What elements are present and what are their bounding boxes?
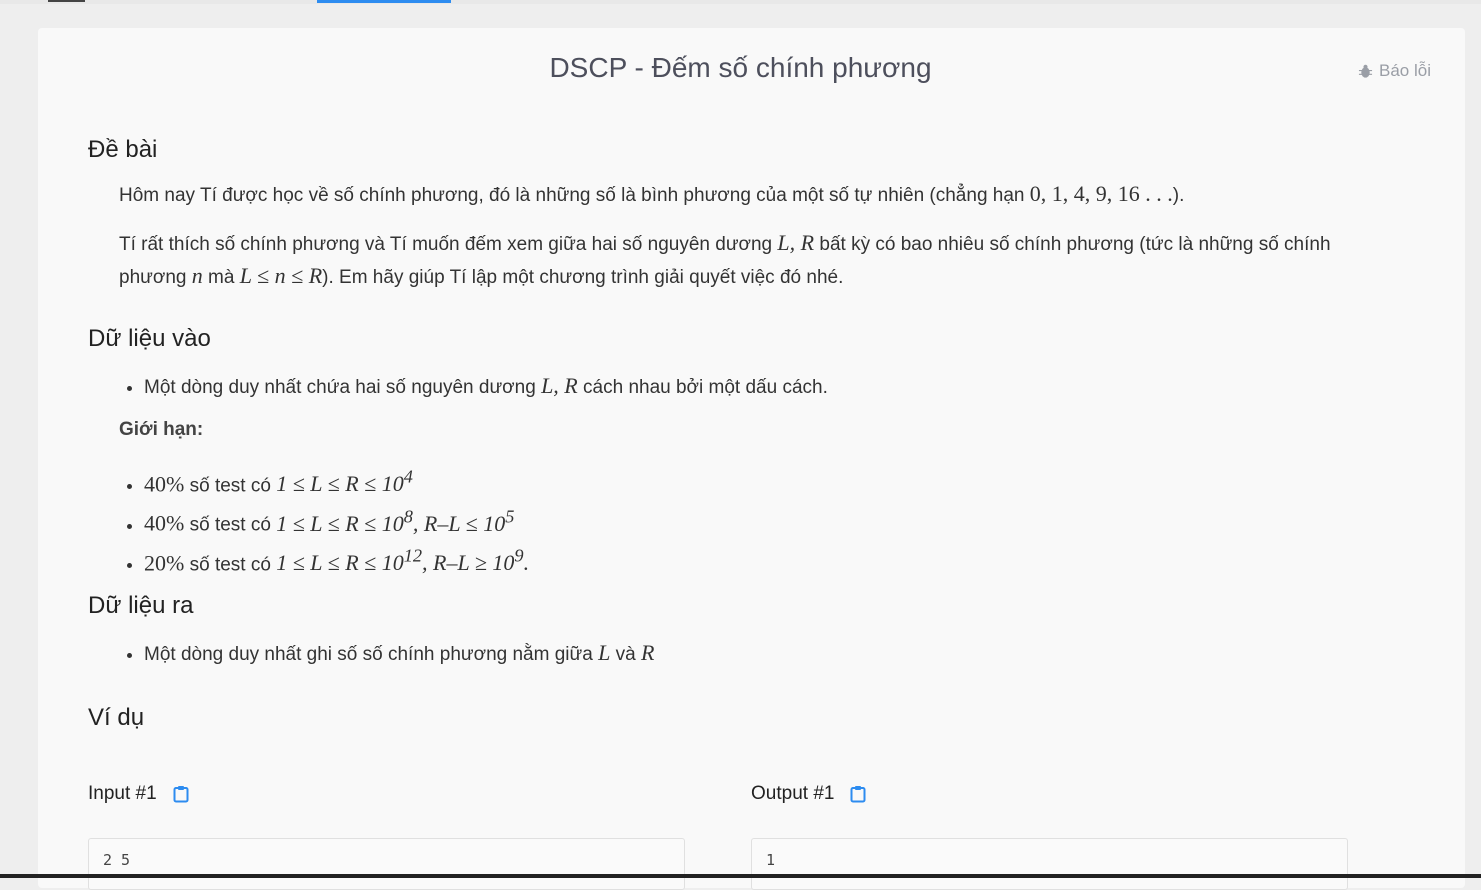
statement-heading: Đề bài [88, 136, 158, 163]
limit-pct: 40% [144, 471, 185, 497]
limit-math-sup2: 9 [514, 545, 524, 566]
statement-p2-math: L, R [777, 230, 815, 255]
statement-p2-text2: bất kỳ có bao nhiêu số chính phương (tức là những số chính phương [119, 234, 1331, 288]
input-item-text2: cách nhau bởi một dấu cách. [583, 377, 828, 398]
input-example-label [88, 783, 189, 805]
output-item-math: L [598, 640, 611, 665]
problem-title: DSCP - Đếm số chính phương [549, 52, 932, 83]
output-example-label [751, 783, 866, 805]
limit-math-base: 1 ≤ L ≤ R ≤ 10 [276, 510, 404, 536]
input-item-text: Một dòng duy nhất chứa hai số nguyên dương [144, 377, 536, 398]
limit-math [276, 506, 515, 536]
limit-pct: 40% [144, 510, 185, 536]
limits-label: Giới hạn: [119, 419, 204, 440]
limit-text: số test có [189, 514, 271, 536]
output-item-math2: R [640, 640, 655, 665]
statement-p1-math: 0, 1, 4, 9, 16 . . . [1029, 181, 1173, 206]
bottom-bar [0, 874, 1481, 878]
limit-math-sup: 12 [403, 545, 423, 566]
list-item [144, 501, 529, 540]
statement-p1-end: ). [1172, 185, 1185, 206]
top-nav-bar [0, 0, 1481, 4]
output-list [119, 637, 654, 670]
limit-math-sup: 8 [403, 506, 413, 527]
limit-math-base: 1 ≤ L ≤ R ≤ 10 [276, 549, 404, 575]
input-list [119, 370, 828, 403]
limit-math [276, 467, 413, 497]
output-item-text2: và [615, 644, 636, 665]
output-example-title: Output #1 [751, 783, 835, 804]
statement-p2-text4: ). Em hãy giúp Tí lập một chương trình giải quyết việc đó nhé. [322, 267, 844, 288]
examples-heading: Ví dụ [88, 704, 145, 731]
input-heading: Dữ liệu vào [88, 325, 211, 352]
limit-text: số test có [189, 475, 271, 497]
limit-math-tail: , R–L ≥ 10 [422, 549, 515, 575]
list-item [144, 541, 529, 580]
clipboard-icon[interactable] [850, 785, 866, 803]
statement-p2-text: Tí rất thích số chính phương và Tí muốn đếm xem giữa hai số nguyên dương [119, 234, 773, 255]
clipboard-icon[interactable] [173, 785, 189, 803]
list-item [144, 462, 529, 501]
limit-math-tail: , R–L ≤ 10 [412, 510, 506, 536]
limit-math-base: 1 ≤ L ≤ R ≤ 10 [276, 471, 404, 497]
report-bug-button[interactable] [1358, 61, 1431, 81]
problem-card [38, 28, 1465, 888]
statement-p2-math3: L ≤ n ≤ R [239, 263, 323, 288]
report-bug-label: Báo lỗi [1379, 61, 1431, 80]
nav-tab-active-indicator[interactable] [317, 0, 451, 3]
output-example-box[interactable] [751, 838, 1348, 890]
nav-tab-indicator[interactable] [48, 0, 85, 2]
limit-math-sup: 4 [403, 467, 413, 487]
limits-list [119, 462, 529, 580]
limit-math-sup2: 5 [505, 506, 515, 527]
statement-p1-text: Hôm nay Tí được học về số chính phương, đó là những số là bình phương của một số tự nhiên (chẳng hạn [119, 185, 1025, 206]
output-item-text: Một dòng duy nhất ghi số số chính phương nằm giữa [144, 644, 593, 665]
input-item-math: L, R [541, 373, 578, 398]
limit-text: số test có [189, 553, 271, 575]
list-item [144, 637, 654, 670]
output-heading: Dữ liệu ra [88, 592, 194, 619]
output-example-value: 1 [766, 851, 776, 869]
statement-p2-text3: mà [208, 267, 235, 288]
limit-math: $1 \le L \le R \le 10^{12}$, $R-L \ge 10^9$. [276, 545, 530, 575]
input-example-title: Input #1 [88, 783, 157, 804]
bug-icon [1358, 64, 1373, 79]
statement-paragraph-2 [119, 227, 1359, 293]
input-example-box[interactable] [88, 838, 685, 890]
statement-paragraph-1 [119, 178, 1359, 211]
statement-p2-math2: n [191, 263, 203, 288]
list-item [144, 370, 828, 403]
input-example-value: 2 5 [103, 851, 131, 869]
limit-pct: 20% [144, 549, 185, 575]
